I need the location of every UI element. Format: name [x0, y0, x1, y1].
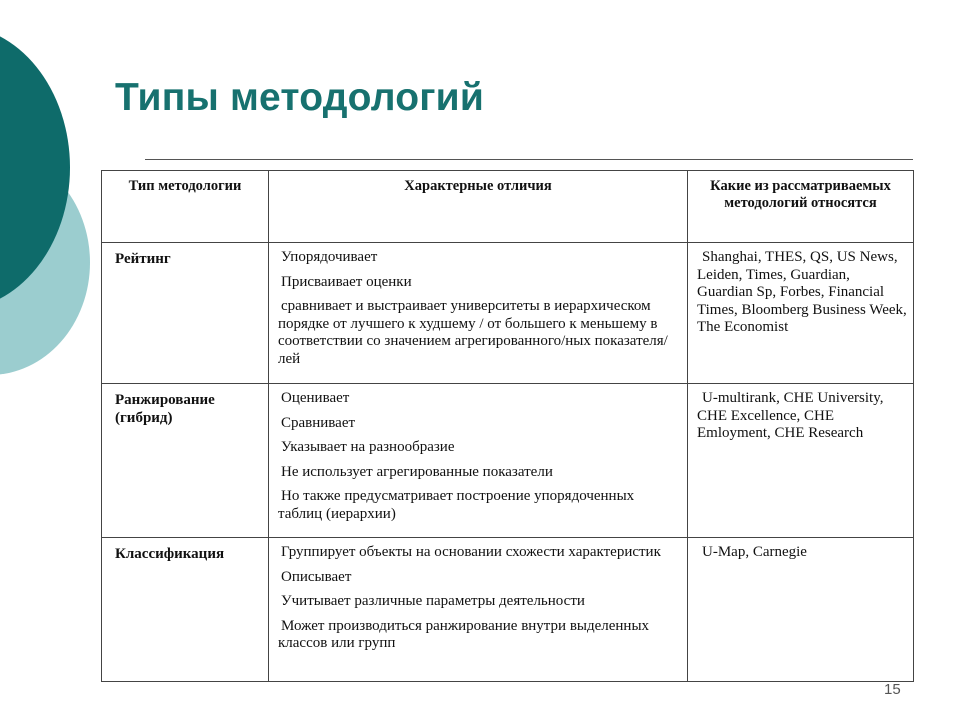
type-cell: Классификация — [102, 538, 269, 682]
feature-item: Указывает на разнообразие — [281, 439, 455, 455]
header-type: Тип методологии — [102, 171, 269, 243]
methodology-table — [101, 170, 914, 682]
feature-item: Учитывает различные параметры деятельности — [281, 593, 585, 609]
table-row — [102, 538, 914, 682]
examples-text: U-multirank, CHE University, CHE Excellence, CHE Emloyment, CHE Research — [697, 390, 884, 441]
feature-item: Присваивает оценки — [281, 273, 412, 290]
table-header-row — [102, 171, 914, 243]
table-row — [102, 243, 914, 384]
examples-text: Shanghai, THES, QS, US News, Leiden, Times, Guardian, Guardian Sp, Forbes, Financial Times, Bloomberg Business Week, The Economist — [697, 249, 907, 335]
features-cell — [269, 384, 688, 538]
examples-cell — [688, 384, 914, 538]
page-number: 15 — [884, 681, 901, 698]
type-cell: Рейтинг — [102, 243, 269, 384]
features-cell — [269, 243, 688, 384]
feature-item: сравнивает и выстраивает университеты в иерархическом порядке от лучшего к худшему / от большего к меньшему в соответствии со значением агрегированного/ных показателя/лей — [278, 298, 668, 367]
type-cell: Ранжирование (гибрид) — [102, 384, 269, 538]
examples-text: U-Map, Carnegie — [702, 544, 807, 560]
feature-item: Оценивает — [281, 390, 350, 406]
feature-item: Упорядочивает — [281, 249, 378, 265]
title-divider — [145, 159, 913, 160]
feature-item: Но также предусматривает построение упорядоченных таблиц (иерархии) — [278, 488, 635, 522]
table-row — [102, 384, 914, 538]
slide-title: Типы методологий — [115, 76, 485, 119]
feature-item: Описывает — [281, 568, 352, 585]
feature-item: Может производиться ранжирование внутри выделенных классов или групп — [278, 617, 650, 651]
header-examples: Какие из рассматриваемых методологий относятся — [688, 171, 914, 243]
examples-cell — [688, 538, 914, 682]
examples-cell — [688, 243, 914, 384]
features-cell — [269, 538, 688, 682]
feature-item: Сравнивает — [281, 414, 356, 431]
feature-item: Не использует агрегированные показатели — [281, 463, 553, 480]
header-features: Характерные отличия — [269, 171, 688, 243]
feature-item: Группирует объекты на основании схожести характеристик — [281, 544, 661, 560]
